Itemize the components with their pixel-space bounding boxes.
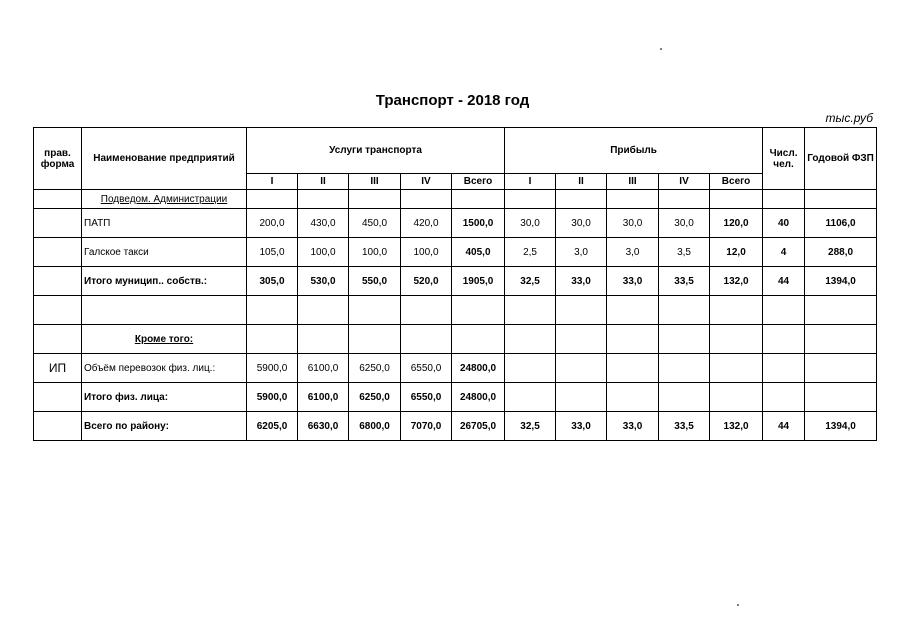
scan-speck <box>737 604 739 606</box>
cell-value <box>556 325 607 354</box>
cell-value <box>247 190 298 209</box>
cell-value: 420,0 <box>401 209 452 238</box>
cell-value: 430,0 <box>298 209 349 238</box>
transport-table <box>33 127 877 441</box>
header-total-services: Всего <box>452 174 505 190</box>
cell-value: 33,5 <box>659 412 710 441</box>
cell-value <box>298 325 349 354</box>
cell-name: ПАТП <box>82 209 247 238</box>
cell-value <box>710 325 763 354</box>
cell-value: 5900,0 <box>247 383 298 412</box>
cell-value: 2,5 <box>505 238 556 267</box>
cell-name: Кроме того: <box>82 325 247 354</box>
cell-value <box>401 296 452 325</box>
cell-value: 520,0 <box>401 267 452 296</box>
cell-value: 305,0 <box>247 267 298 296</box>
cell-value <box>505 383 556 412</box>
cell-value: 33,0 <box>556 267 607 296</box>
cell-value <box>505 296 556 325</box>
cell-value <box>607 383 659 412</box>
cell-value: 33,0 <box>607 267 659 296</box>
cell-value: 6550,0 <box>401 354 452 383</box>
cell-form <box>34 209 82 238</box>
cell-value <box>556 190 607 209</box>
cell-value: 33,5 <box>659 267 710 296</box>
cell-value: 7070,0 <box>401 412 452 441</box>
header-q3-profit: III <box>607 174 659 190</box>
table-row <box>34 296 877 325</box>
cell-value: 44 <box>763 267 805 296</box>
cell-value <box>763 296 805 325</box>
cell-value: 30,0 <box>659 209 710 238</box>
cell-value <box>247 325 298 354</box>
header-payroll: Годовой ФЗП <box>805 128 877 190</box>
cell-value <box>659 383 710 412</box>
cell-value: 3,0 <box>556 238 607 267</box>
cell-value: 6100,0 <box>298 383 349 412</box>
header-q3-services: III <box>349 174 401 190</box>
cell-value: 5900,0 <box>247 354 298 383</box>
cell-value <box>452 325 505 354</box>
cell-value: 1106,0 <box>805 209 877 238</box>
header-q1-profit: I <box>505 174 556 190</box>
cell-value <box>607 190 659 209</box>
cell-value: 32,5 <box>505 267 556 296</box>
cell-value <box>607 325 659 354</box>
cell-form <box>34 383 82 412</box>
cell-value: 6550,0 <box>401 383 452 412</box>
cell-value: 6800,0 <box>349 412 401 441</box>
cell-value <box>710 354 763 383</box>
cell-value <box>805 190 877 209</box>
cell-value <box>452 190 505 209</box>
table-row <box>34 238 877 267</box>
cell-value: 6100,0 <box>298 354 349 383</box>
table-row <box>34 267 877 296</box>
cell-value: 6250,0 <box>349 354 401 383</box>
cell-value <box>710 190 763 209</box>
header-staff: Числ. чел. <box>763 128 805 190</box>
cell-value: 550,0 <box>349 267 401 296</box>
cell-value: 3,0 <box>607 238 659 267</box>
cell-value: 30,0 <box>607 209 659 238</box>
table-row <box>34 209 877 238</box>
cell-value <box>556 354 607 383</box>
header-q1-services: I <box>247 174 298 190</box>
cell-value <box>349 190 401 209</box>
cell-value: 120,0 <box>710 209 763 238</box>
cell-value <box>607 296 659 325</box>
cell-name: Итого муницип.. собств.: <box>82 267 247 296</box>
header-q2-profit: II <box>556 174 607 190</box>
cell-form <box>34 267 82 296</box>
cell-value: 100,0 <box>298 238 349 267</box>
cell-value: 30,0 <box>556 209 607 238</box>
cell-value: 1394,0 <box>805 267 877 296</box>
cell-value: 32,5 <box>505 412 556 441</box>
cell-value: 30,0 <box>505 209 556 238</box>
cell-value <box>349 296 401 325</box>
cell-value: 132,0 <box>710 412 763 441</box>
cell-value: 40 <box>763 209 805 238</box>
cell-value: 6250,0 <box>349 383 401 412</box>
cell-value: 6630,0 <box>298 412 349 441</box>
cell-value <box>805 354 877 383</box>
cell-value: 105,0 <box>247 238 298 267</box>
cell-value: 100,0 <box>349 238 401 267</box>
cell-value: 288,0 <box>805 238 877 267</box>
cell-value: 24800,0 <box>452 354 505 383</box>
cell-value <box>659 296 710 325</box>
cell-value <box>401 325 452 354</box>
cell-name: Итого физ. лица: <box>82 383 247 412</box>
cell-value: 450,0 <box>349 209 401 238</box>
cell-value: 1500,0 <box>452 209 505 238</box>
cell-value <box>659 354 710 383</box>
cell-value: 132,0 <box>710 267 763 296</box>
cell-value <box>556 383 607 412</box>
cell-value: 12,0 <box>710 238 763 267</box>
cell-value <box>556 296 607 325</box>
cell-value <box>298 190 349 209</box>
table-row <box>34 190 877 209</box>
cell-name: Галское такси <box>82 238 247 267</box>
cell-value <box>607 354 659 383</box>
cell-value <box>805 325 877 354</box>
document-title: Транспорт - 2018 год <box>375 92 530 109</box>
cell-name <box>82 296 247 325</box>
cell-form: ИП <box>34 354 82 383</box>
header-total-profit: Всего <box>710 174 763 190</box>
cell-value <box>298 296 349 325</box>
cell-value: 100,0 <box>401 238 452 267</box>
table-row <box>34 325 877 354</box>
unit-label: тыс.руб <box>825 111 873 125</box>
cell-value: 4 <box>763 238 805 267</box>
table-row <box>34 354 877 383</box>
cell-value: 24800,0 <box>452 383 505 412</box>
cell-value: 26705,0 <box>452 412 505 441</box>
cell-value: 3,5 <box>659 238 710 267</box>
cell-name: Подведом. Администрации <box>82 190 247 209</box>
cell-value <box>505 190 556 209</box>
cell-value: 1905,0 <box>452 267 505 296</box>
cell-value: 200,0 <box>247 209 298 238</box>
cell-value <box>710 296 763 325</box>
cell-value <box>763 190 805 209</box>
header-name: Наименование предприятий <box>82 128 247 190</box>
cell-value <box>401 190 452 209</box>
cell-form <box>34 325 82 354</box>
cell-name: Всего по району: <box>82 412 247 441</box>
header-q2-services: II <box>298 174 349 190</box>
cell-value <box>805 383 877 412</box>
cell-value: 33,0 <box>556 412 607 441</box>
cell-value: 6205,0 <box>247 412 298 441</box>
cell-value: 44 <box>763 412 805 441</box>
cell-value <box>505 354 556 383</box>
table-row <box>34 383 877 412</box>
header-form: прав. форма <box>34 128 82 190</box>
cell-value <box>505 325 556 354</box>
cell-value <box>763 383 805 412</box>
cell-value <box>349 325 401 354</box>
cell-value <box>247 296 298 325</box>
cell-value: 530,0 <box>298 267 349 296</box>
header-profit: Прибыль <box>505 128 763 174</box>
cell-value <box>763 325 805 354</box>
cell-value <box>805 296 877 325</box>
cell-form <box>34 190 82 209</box>
cell-value <box>710 383 763 412</box>
cell-value <box>659 325 710 354</box>
header-q4-services: IV <box>401 174 452 190</box>
cell-value <box>452 296 505 325</box>
header-q4-profit: IV <box>659 174 710 190</box>
cell-form <box>34 238 82 267</box>
cell-name: Объём перевозок физ. лиц.: <box>82 354 247 383</box>
table-row <box>34 412 877 441</box>
cell-value <box>763 354 805 383</box>
header-services: Услуги транспорта <box>247 128 505 174</box>
scan-speck <box>660 48 662 50</box>
cell-value <box>659 190 710 209</box>
cell-form <box>34 412 82 441</box>
cell-value: 33,0 <box>607 412 659 441</box>
cell-value: 405,0 <box>452 238 505 267</box>
cell-value: 1394,0 <box>805 412 877 441</box>
cell-form <box>34 296 82 325</box>
